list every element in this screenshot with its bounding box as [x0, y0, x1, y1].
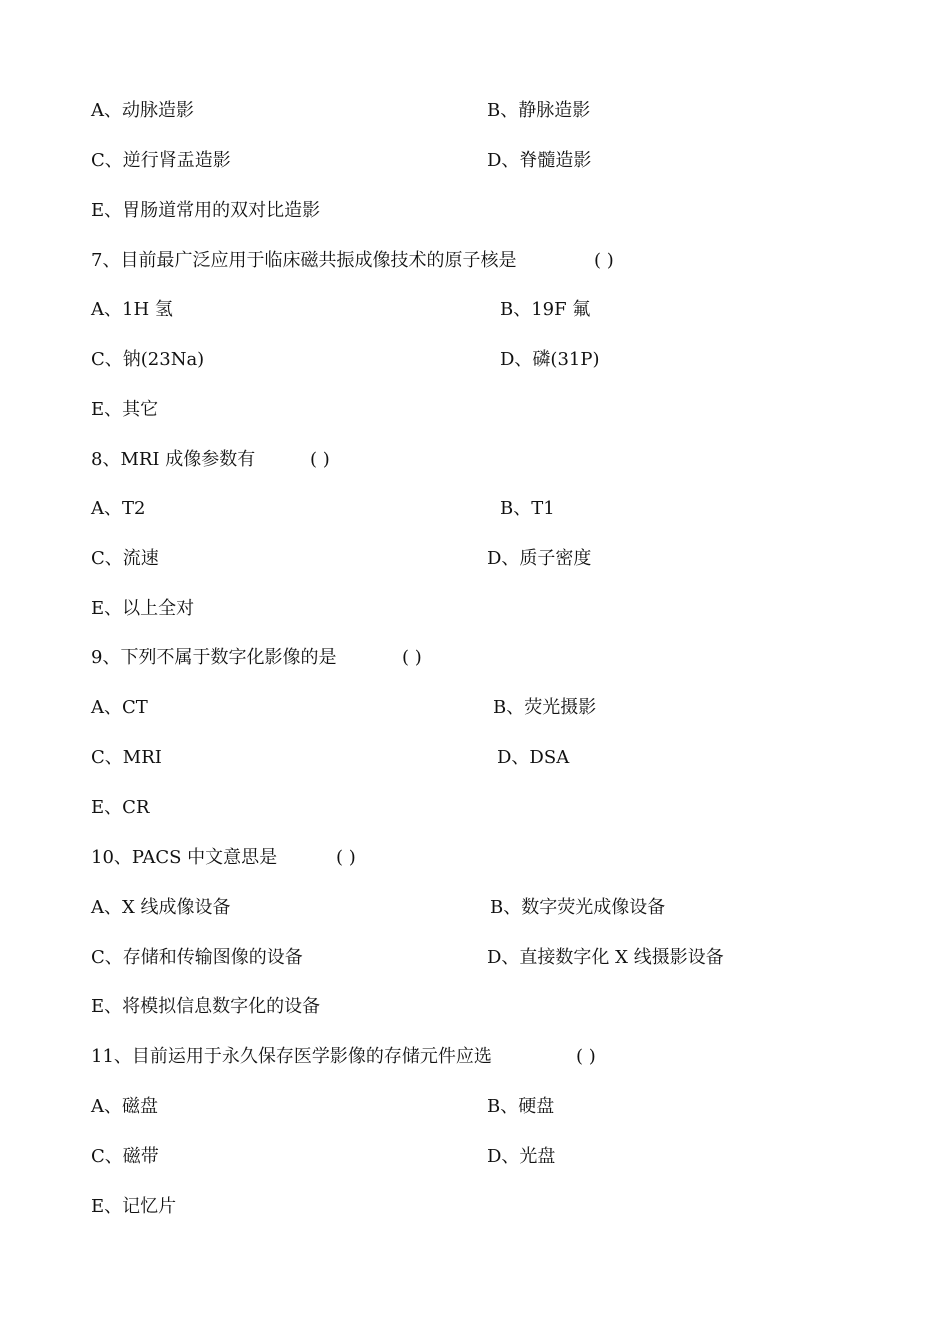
q7-option-c: C、钠(23Na) — [91, 349, 205, 370]
q11-option-b: B、硬盘 — [487, 1096, 555, 1117]
q7-option-a: A、1H 氢 — [91, 299, 173, 320]
q10-option-a: A、X 线成像设备 — [91, 897, 231, 918]
q6-option-a: A、动脉造影 — [91, 100, 194, 121]
q9-answer-blank: ( ) — [402, 647, 422, 668]
q6-option-e: E、胃肠道常用的双对比造影 — [91, 200, 321, 221]
q7-stem: 7、目前最广泛应用于临床磁共振成像技术的原子核是 — [91, 250, 517, 271]
q8-option-e: E、以上全对 — [91, 598, 195, 619]
q7-option-d: D、磷(31P) — [500, 349, 600, 370]
q8-option-a: A、T2 — [91, 498, 146, 519]
q6-option-b: B、静脉造影 — [487, 100, 591, 121]
q10-option-c: C、存储和传输图像的设备 — [91, 947, 303, 968]
q9-option-a: A、CT — [91, 697, 148, 718]
q10-option-d: D、直接数字化 X 线摄影设备 — [487, 947, 724, 968]
q6-option-d: D、脊髓造影 — [487, 150, 592, 171]
q8-option-d: D、质子密度 — [487, 548, 592, 569]
q8-answer-blank: ( ) — [310, 449, 330, 470]
q11-option-c: C、磁带 — [91, 1146, 159, 1167]
q7-answer-blank: ( ) — [594, 250, 614, 271]
q11-option-a: A、磁盘 — [91, 1096, 158, 1117]
q9-option-c: C、MRI — [91, 747, 162, 768]
q11-answer-blank: ( ) — [576, 1046, 596, 1067]
q9-stem: 9、下列不属于数字化影像的是 — [91, 647, 337, 668]
q7-option-e: E、其它 — [91, 399, 159, 420]
q6-option-c: C、逆行肾盂造影 — [91, 150, 231, 171]
q9-option-b: B、荧光摄影 — [493, 697, 597, 718]
q9-option-e: E、CR — [91, 797, 150, 818]
q8-option-c: C、流速 — [91, 548, 159, 569]
q7-option-b: B、19F 氟 — [500, 299, 591, 320]
q8-option-b: B、T1 — [500, 498, 555, 519]
q10-answer-blank: ( ) — [336, 847, 356, 868]
q8-stem: 8、MRI 成像参数有 — [91, 449, 256, 470]
q10-option-b: B、数字荧光成像设备 — [490, 897, 666, 918]
q10-stem: 10、PACS 中文意思是 — [91, 847, 278, 868]
q11-stem: 11、目前运用于永久保存医学影像的存储元件应选 — [91, 1046, 492, 1067]
q9-option-d: D、DSA — [497, 747, 570, 768]
q11-option-d: D、光盘 — [487, 1146, 556, 1167]
q10-option-e: E、将模拟信息数字化的设备 — [91, 996, 321, 1017]
q11-option-e: E、记忆片 — [91, 1196, 177, 1217]
